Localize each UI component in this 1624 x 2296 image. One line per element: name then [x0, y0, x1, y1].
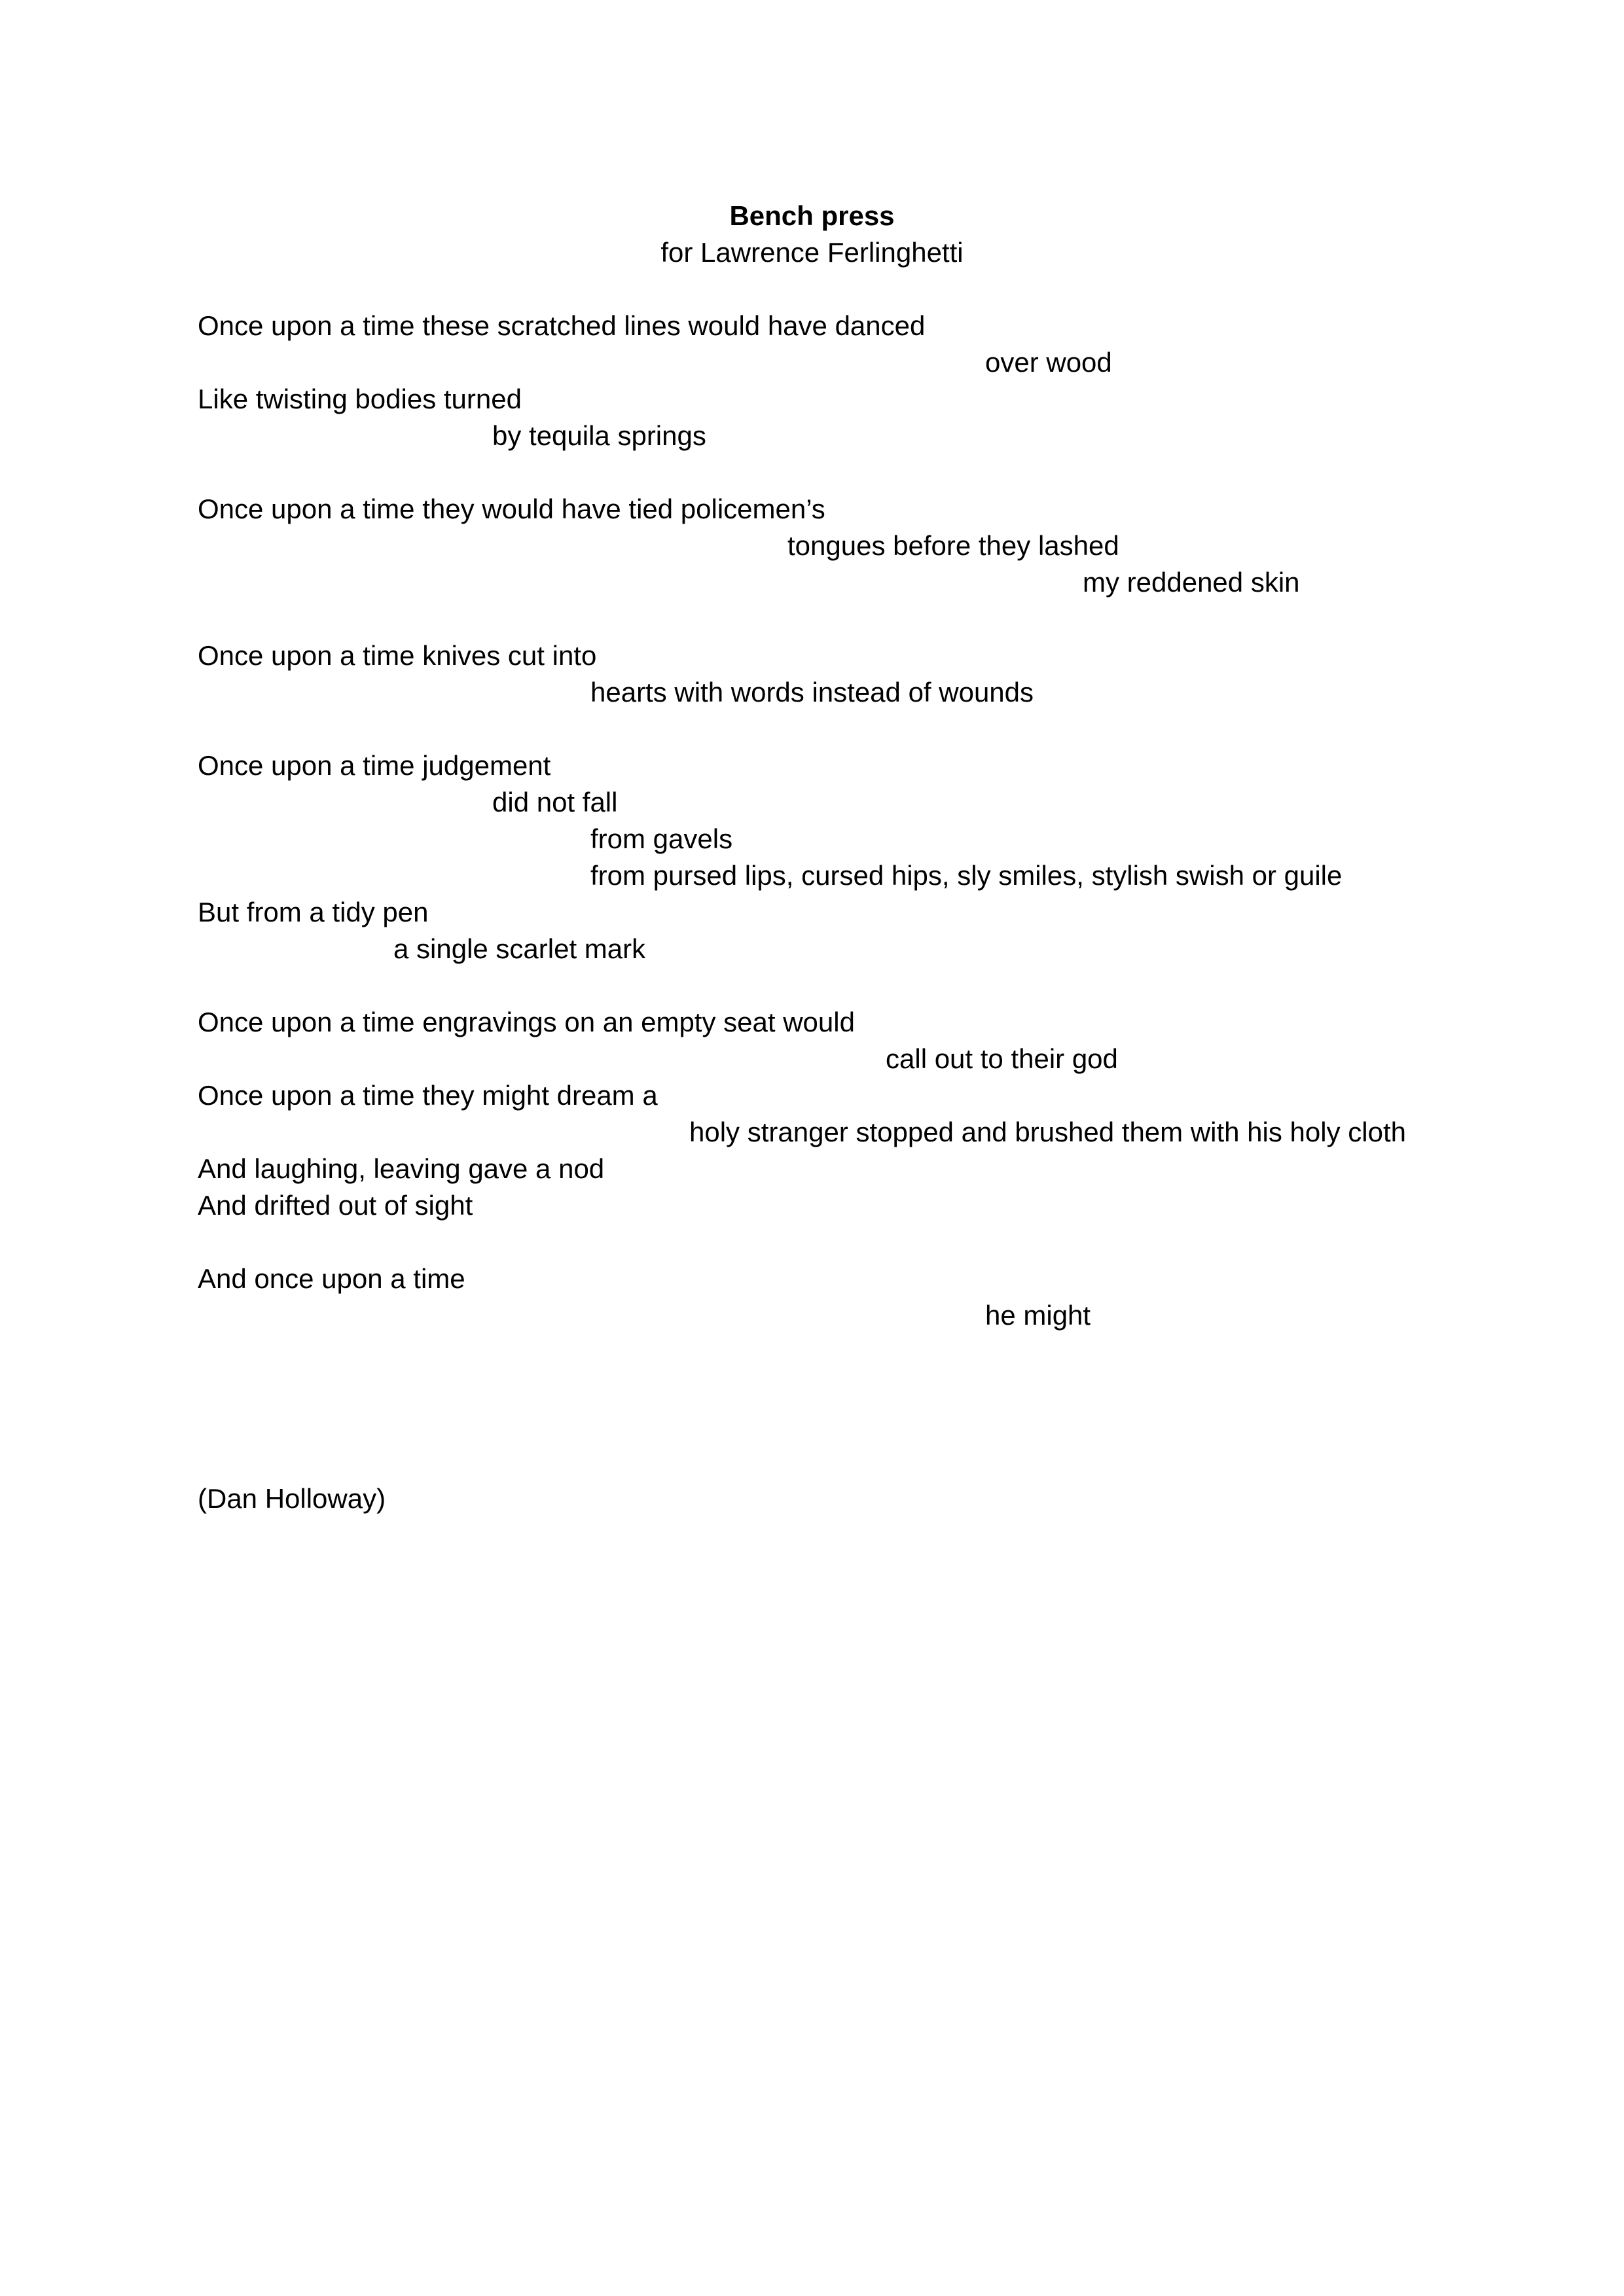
poem-line: Once upon a time judgement [198, 750, 551, 781]
poem-line: he might [985, 1300, 1091, 1331]
poem-line: But from a tidy pen [198, 897, 429, 927]
poem-author: (Dan Holloway) [198, 1483, 386, 1514]
poem-line: hearts with words instead of wounds [590, 677, 1034, 708]
poem-line: my reddened skin [1083, 567, 1300, 598]
poem-line: from pursed lips, cursed hips, sly smiles, stylish swish or guile [590, 860, 1343, 891]
poem-line: Once upon a time they would have tied policemen’s [198, 493, 825, 524]
poem-line: did not fall [492, 787, 618, 817]
poem-line: a single scarlet mark [393, 933, 646, 964]
poem-line: Once upon a time these scratched lines would have danced [198, 310, 926, 341]
poem-line: call out to their god [886, 1043, 1118, 1074]
poem-line: And drifted out of sight [198, 1190, 473, 1221]
poem-line: Once upon a time engravings on an empty seat would [198, 1007, 855, 1037]
poem-line: Like twisting bodies turned [198, 384, 522, 414]
poem-line: over wood [985, 347, 1112, 378]
poem-line: holy stranger stopped and brushed them with his holy cloth [689, 1117, 1406, 1147]
poem-dedication: for Lawrence Ferlinghetti [660, 237, 964, 268]
poem-line: And laughing, leaving gave a nod [198, 1153, 605, 1184]
poem-line: tongues before they lashed [787, 530, 1119, 561]
poem-line: Once upon a time they might dream a [198, 1080, 658, 1111]
poem-line: Once upon a time knives cut into [198, 640, 597, 671]
poem-line: by tequila springs [492, 420, 706, 451]
poem-line: from gavels [590, 823, 733, 854]
poem-line: And once upon a time [198, 1263, 465, 1294]
poem-title: Bench press [729, 200, 895, 231]
